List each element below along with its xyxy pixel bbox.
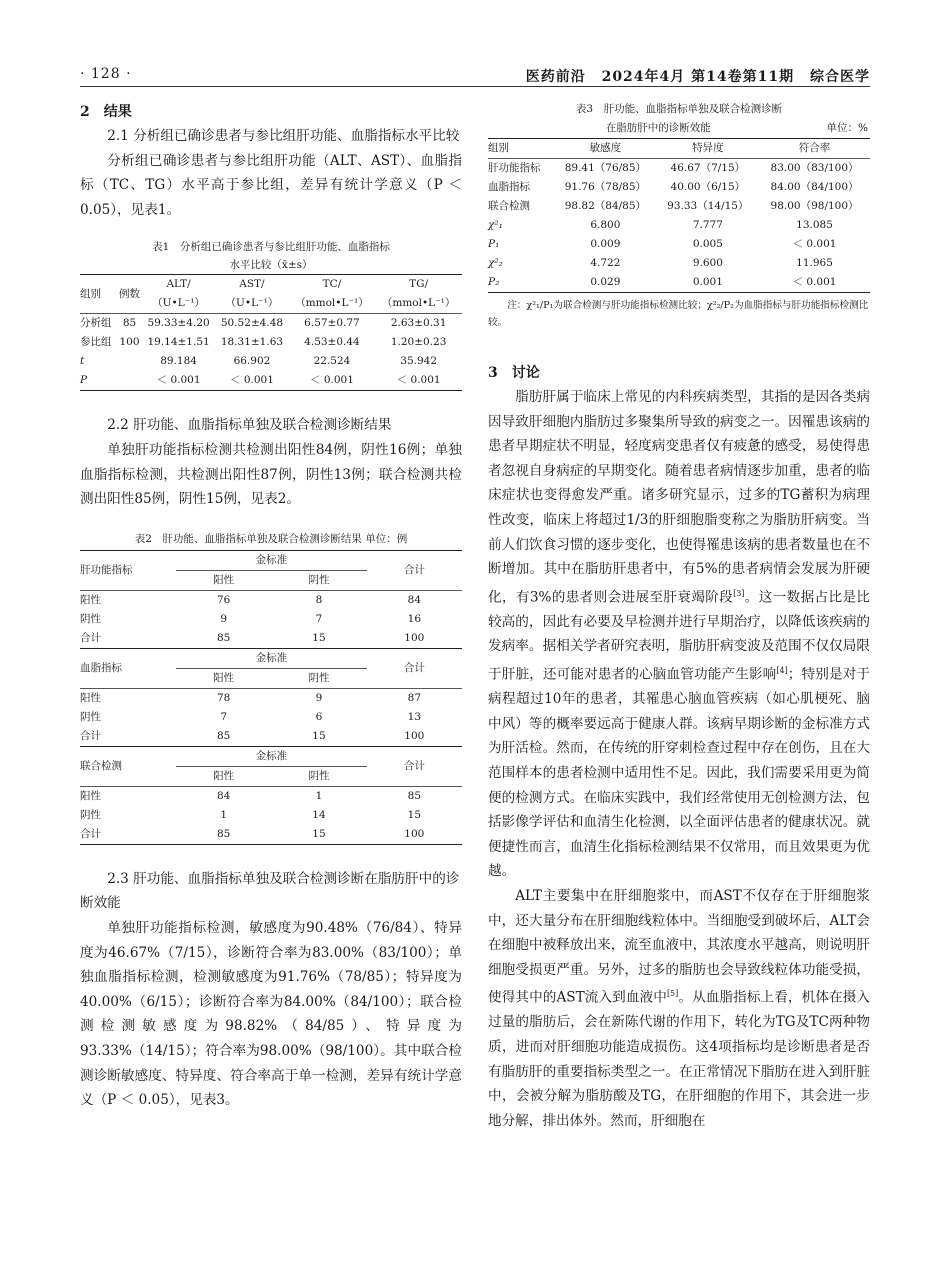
table-cell: 肝功能指标 [488, 162, 541, 174]
citation-4: [4] [776, 666, 788, 676]
table-cell: 7 [220, 710, 227, 723]
table2-neg-header: 阴性 [308, 573, 330, 586]
table-cell: 46.67（7/15） [670, 162, 746, 174]
table-cell: 91.76（78/85） [564, 181, 647, 193]
table-cell: 18.31±1.63 [220, 336, 284, 349]
table-row [80, 688, 462, 708]
table-cell: 7 [315, 612, 323, 625]
table-cell: 15 [312, 631, 326, 644]
table-cell: 联合检测 [488, 200, 530, 212]
table-cell: 血脂指标 [488, 181, 530, 193]
table-row [80, 610, 462, 629]
table3-head-sensitivity: 敏感度 [589, 142, 622, 154]
table-cell: 4.722 [590, 257, 621, 269]
running-header [80, 66, 870, 87]
table-row [80, 708, 462, 727]
table2-pos-header: 阳性 [213, 769, 235, 782]
table-cell: 35.942 [400, 355, 438, 368]
table2 [80, 550, 462, 845]
table-row [80, 371, 462, 391]
table2-block-label: 联合检测 [80, 746, 176, 786]
table-cell: 阳性 [80, 593, 101, 606]
table-row [80, 352, 462, 371]
table1-unit-alt: （U•L⁻¹） [152, 297, 205, 310]
table-cell: ＜ 0.001 [156, 374, 201, 387]
table-cell: 11.965 [796, 257, 833, 269]
table1-head-tg: TG/ [409, 278, 429, 291]
table3-head-specificity: 特异度 [692, 142, 724, 154]
discussion-text: ；特别是对于病程超过10年的患者，其罹患心脑血管疾病（如心肌梗死、脑中风）等的概率要远高于健康人群。该病早期诊断的金标准方式为肝活检。然而，在传统的肝穿刺检查过程中存在创伤，且在大范围样本的患者检测中适用性不足。因此，我们需要采用更为简便的检测方式。在临床实践中，我们经常使用无创检测方法，包括影像学评估和血清生化检测，以全面评估患者的健康状况。就便捷性而言，血清生化指标检测结果不仅常用，而且效果更为优越。 [488, 666, 871, 880]
table-cell: 50.52±4.48 [220, 317, 284, 330]
table-cell: χ²₁ [488, 219, 503, 231]
table-cell: t [80, 355, 85, 368]
table-row [488, 216, 870, 235]
table3 [488, 138, 870, 293]
table2-block-label: 血脂指标 [80, 648, 176, 688]
table-row [80, 806, 462, 825]
table-cell: 13.085 [796, 219, 833, 231]
table1-head-ast: AST/ [239, 278, 265, 291]
table1-unit-ast: （U•L⁻¹） [225, 297, 279, 310]
table2-gold-header: 金标准 [176, 746, 367, 766]
table-cell: 59.33±4.20 [147, 317, 210, 330]
table1-head-alt: ALT/ [166, 278, 191, 291]
table-cell: 15 [312, 827, 326, 840]
table2-neg-header: 阴性 [308, 769, 330, 782]
table-row [488, 178, 870, 197]
table1-unit-tg: （mmol•L⁻¹） [381, 297, 456, 310]
table1-head-group: 组别 [80, 275, 117, 314]
table-cell: P₂ [488, 276, 500, 288]
table2-total-header: 合计 [367, 550, 462, 590]
table-row [80, 314, 462, 334]
table-row [80, 590, 462, 610]
table-row [80, 786, 462, 806]
table-cell: 19.14±1.51 [147, 336, 210, 349]
table2-caption: 表2 肝功能、血脂指标单独及联合检测诊断结果 单位：例 [134, 532, 408, 545]
table-row [80, 825, 462, 845]
table-cell: 85 [216, 827, 231, 840]
table-cell: 0.005 [692, 238, 723, 250]
right-column [488, 100, 870, 1133]
journal-issue: 2024年4月 第14卷第11期 [601, 69, 795, 85]
table-cell: 9 [315, 691, 323, 704]
journal-name: 医药前沿 [525, 69, 586, 85]
table-cell: 40.00（6/15） [670, 181, 746, 193]
table2-gold-header: 金标准 [176, 550, 367, 570]
table-cell [117, 371, 142, 391]
table-cell: 分析组 [80, 317, 112, 330]
table-row [80, 629, 462, 649]
table-cell: ＜ 0.001 [792, 276, 837, 288]
table2-neg-header: 阴性 [308, 671, 330, 684]
table-cell: 76 [216, 593, 231, 606]
table3-caption-line2: 在脂肪肝中的诊断效能 [605, 122, 711, 134]
table-cell: 7.777 [692, 219, 723, 231]
discussion-text: 。从血脂指标上看，机体在摄入过量的脂肪后，会在新陈代谢的作用下，转化为TG及TC两种物质，进而对肝细胞功能造成损伤。这4项指标均是诊断患者是否有脂肪肝的重要指标类型之一。在正常情况下脂肪在进入到肝脏中，会被分解为脂肪酸及TG，在肝细胞的作用下，其会进一步地分解，排出体外。然而，肝细胞在 [488, 989, 870, 1129]
table3-caption: 表3 肝功能、血脂指标单独及联合检测诊断 [575, 103, 783, 115]
table-cell: 1.20±0.23 [390, 336, 447, 349]
table-cell: P [80, 374, 88, 387]
table-cell: 1 [220, 808, 227, 821]
table-cell: 9 [220, 612, 227, 625]
table1-head-n: 例数 [117, 275, 142, 314]
table-cell: 87 [407, 691, 422, 704]
table-cell: 83.00（83/100） [770, 162, 859, 174]
table-cell: 100 [119, 336, 140, 349]
table-cell: 参比组 [80, 336, 112, 349]
subsection-2-1-heading: 2.1 分析组已确诊患者与参比组肝功能、血脂指标水平比较 [107, 128, 460, 144]
table-row [488, 254, 870, 273]
table-cell: 阴性 [80, 710, 101, 723]
table-cell: 85 [216, 631, 231, 644]
table1-head-tc: TC/ [322, 278, 342, 291]
section-results-heading: 2 结果 [80, 104, 132, 120]
table-cell: ＜ 0.001 [229, 374, 274, 387]
table3-note: 注：χ²₁/P₁为联合检测与肝功能指标检测比较；χ²₂/P₂为血脂指标与肝功能指标检测比较。 [488, 300, 869, 328]
table-cell: 6 [315, 710, 323, 723]
table-cell: 78 [216, 691, 231, 704]
table-cell: 100 [404, 729, 425, 742]
table-cell: 98.00（98/100） [770, 200, 859, 212]
table-cell [117, 352, 142, 371]
table-cell: 6.57±0.77 [304, 317, 360, 330]
table2-pos-header: 阳性 [213, 573, 235, 586]
table-cell: 15 [312, 729, 326, 742]
table-cell: 阴性 [80, 612, 101, 625]
table-cell: 100 [404, 827, 425, 840]
table-cell: 66.902 [233, 355, 271, 368]
table-cell: 22.524 [313, 355, 351, 368]
discussion-paragraph-2 [488, 884, 870, 1133]
table-cell: χ²₂ [488, 257, 503, 269]
subsection-2-3-heading: 2.3 肝功能、血脂指标单独及联合检测诊断在脂肪肝中的诊断效能 [80, 870, 460, 912]
table1-caption-line1: 表1 分析组已确诊患者与参比组肝功能、血脂指标 [152, 241, 390, 254]
table2-total-header: 合计 [367, 746, 462, 786]
table-cell: 98.82（84/85） [564, 200, 647, 212]
table-row [488, 197, 870, 216]
table-cell: 13 [407, 710, 422, 723]
page-number: · 128 · [80, 66, 132, 82]
table-cell: 合计 [80, 827, 101, 840]
table-cell: 84 [216, 789, 231, 802]
table-cell: 85 [216, 729, 231, 742]
table-row [488, 159, 870, 179]
section-discussion-heading: 3 讨论 [488, 365, 540, 381]
left-column [80, 100, 462, 1113]
table1-caption [80, 238, 462, 274]
table-cell: 89.184 [160, 355, 197, 368]
table-cell: 14 [312, 808, 326, 821]
table-cell: 0.029 [590, 276, 621, 288]
table-cell: 2.63±0.31 [390, 317, 447, 330]
discussion-text: 脂肪肝属于临床上常见的内科疾病类型，其指的是因各类病因导致肝细胞内脂肪过多聚集所导致的病变之一。因罹患该病的患者早期症状不明显，轻度病变患者仅有疲惫的感受，易使得患者忽视自身病症的早期变化。随着患者病情逐步加重，患者的临床症状也变得愈发严重。诸多研究显示，过多的TG蓄积为病理性改变，临床上将超过1/3的肝细胞脂变称之为脂肪肝病变。当前人们饮食习惯的逐步变化，也使得罹患该病的患者数量也在不断增加。其中在脂肪肝患者中，有5%的患者病情会发展为肝硬化，有3%的患者则会进展至肝衰竭阶段 [488, 389, 870, 606]
paragraph-2-1: 分析组已确诊患者与参比组肝功能（ALT、AST）、血脂指标（TC、TG）水平高于参比组，差异有统计学意义（P ＜ 0.05），见表1。 [80, 152, 462, 218]
table-cell: 84 [407, 593, 422, 606]
table3-head-accuracy: 符合率 [798, 142, 831, 154]
journal-info [516, 66, 870, 86]
table-cell: 合计 [80, 631, 101, 644]
table3-unit: 单位：% [826, 122, 868, 134]
table-row [488, 235, 870, 254]
discussion-paragraph-1 [488, 385, 870, 884]
table3-caption-row [488, 118, 870, 138]
discussion-text: ALT主要集中在肝细胞浆中，而AST不仅存在于肝细胞浆中，还大量分布在肝细胞线粒体中。当细胞受到破坏后，ALT会在细胞中被释放出来，流至血液中，其浓度水平越高，则说明肝细胞受损更严重。另外，过多的脂肪也会导致线粒体功能受损，使得其中的AST流入到血液中 [488, 887, 870, 1006]
table-cell: 阳性 [80, 691, 101, 704]
table-cell: 89.41（76/85） [564, 162, 647, 174]
table-cell: 阳性 [80, 789, 101, 802]
table-cell: P₁ [488, 238, 500, 250]
table-cell: 15 [407, 808, 422, 821]
table-cell: ＜ 0.001 [310, 374, 354, 387]
paragraph-2-3: 单独肝功能指标检测，敏感度为90.48%（76/84）、特异度为46.67%（7/15），诊断符合率为83.00%（83/100）；单独血脂指标检测，检测敏感度为91.76%（78/85）；特异度为40.00%（6/15）；诊断符合率为84.00%（84/100）；联合检测检测敏感度为98.82%（84/85）、特异度为93.33%（14/15）；符合率为98.00%（98/100）。其中联合检测诊断敏感度、特异度、符合率高于单一检测，差异有统计学意义（P ＜ 0.05），见表3。 [80, 919, 462, 1109]
discussion-text: 。这一数据占比是比较高的，因此有必要及早检测并进行早期治疗，以降低该疾病的发病率。据相关学者研究表明，脂肪肝病变波及范围不仅仅局限于肝脏，还可能对患者的心脑血管功能产生影响 [488, 589, 870, 683]
table-cell: 84.00（84/100） [770, 181, 859, 193]
subsection-2-2-heading: 2.2 肝功能、血脂指标单独及联合检测诊断结果 [107, 417, 392, 434]
table-cell: 93.33（14/15） [667, 200, 749, 212]
paragraph-2-2: 单独肝功能指标检测共检测出阳性84例，阴性16例；单独血脂指标检测，共检测出阳性87例，阴性13例；联合检测共检测出阳性85例，阴性15例，见表2。 [80, 441, 462, 508]
table2-total-header: 合计 [367, 648, 462, 688]
table-cell: 100 [404, 631, 425, 644]
table-cell: 0.009 [590, 238, 621, 250]
table-cell: 合计 [80, 729, 101, 742]
table1-caption-line2: 水平比较（x̄±s） [229, 259, 313, 272]
table2-gold-header: 金标准 [176, 648, 367, 668]
citation-5: [5] [666, 989, 679, 999]
table-cell: 85 [122, 317, 137, 330]
table3-head-group: 组别 [488, 142, 509, 154]
table2-block-label: 肝功能指标 [80, 550, 176, 590]
table-cell: 16 [407, 612, 422, 625]
table-cell: 4.53±0.44 [304, 336, 360, 349]
table-cell: 85 [407, 789, 422, 802]
table-cell: 8 [315, 593, 323, 606]
table-cell: ＜ 0.001 [396, 374, 441, 387]
table1 [80, 274, 462, 391]
table1-unit-tc: （mmol•L⁻¹） [295, 297, 369, 310]
table-cell: 6.800 [590, 219, 621, 231]
table-cell: ＜ 0.001 [792, 238, 837, 250]
table-row [80, 727, 462, 747]
table-cell: 1 [315, 789, 323, 802]
table-cell: 阴性 [80, 808, 101, 821]
table-cell: 9.600 [692, 257, 723, 269]
table-row [488, 273, 870, 293]
table-cell: 0.001 [692, 276, 723, 288]
table2-pos-header: 阳性 [213, 671, 235, 684]
table-row [80, 333, 462, 352]
citation-3: [3] [733, 588, 745, 598]
journal-section: 综合医学 [810, 69, 870, 85]
